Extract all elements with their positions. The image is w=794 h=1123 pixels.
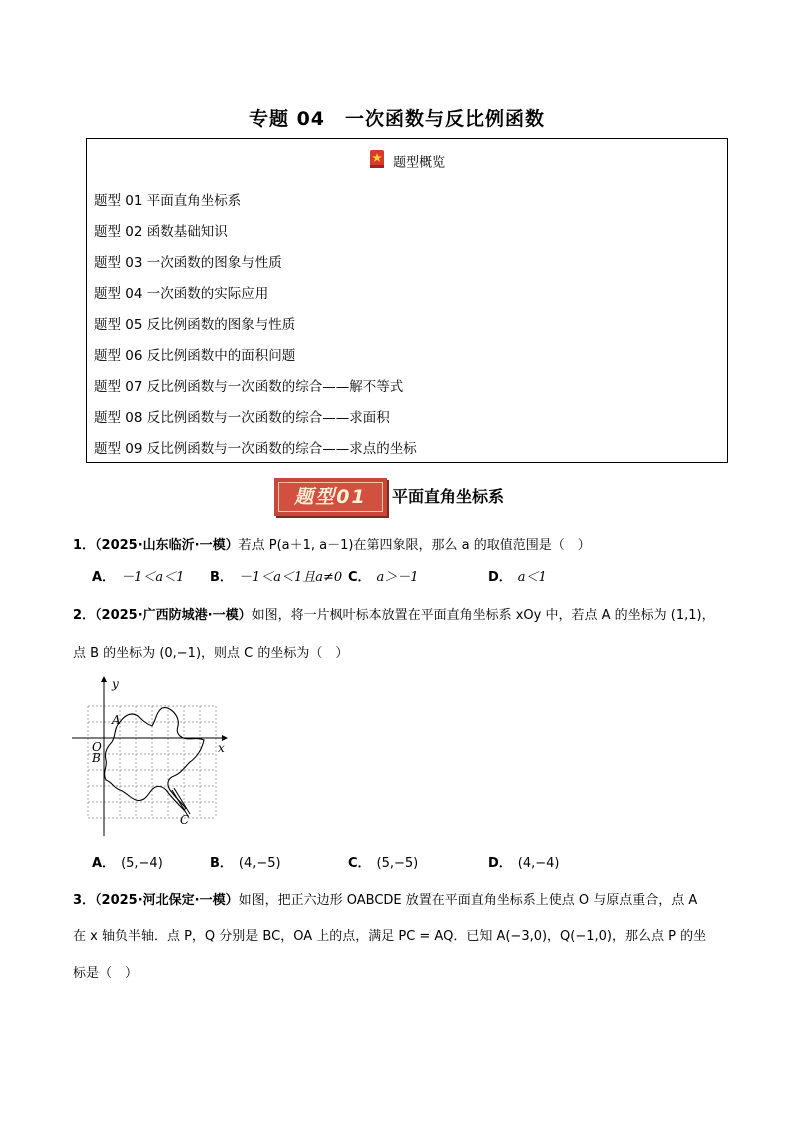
overview-item: 题型 04 一次函数的实际应用 — [94, 286, 269, 302]
origin-label: O — [92, 740, 102, 754]
option-text: (5,−5) — [376, 856, 419, 871]
option-label: C． — [348, 570, 371, 585]
option-label: D． — [488, 570, 512, 585]
overview-item: 题型 07 反比例函数与一次函数的综合——解不等式 — [94, 379, 404, 395]
question-number: 2． — [73, 608, 96, 623]
option-text: －1＜a＜1 — [121, 570, 185, 585]
axis-y-label: y — [112, 677, 119, 691]
question-text: 如图，将一片枫叶标本放置在平面直角坐标系 xOy 中，若点 A 的坐标为 (1,1)， — [251, 608, 715, 623]
option-label: B． — [210, 570, 233, 585]
option-b[interactable] — [210, 566, 342, 585]
option-text: (4,−4) — [517, 856, 560, 871]
book-icon — [369, 149, 385, 173]
option-label: D． — [488, 856, 512, 871]
option-label: B． — [210, 856, 233, 871]
question-number: 3． — [73, 893, 96, 908]
option-text: a＞－1 — [376, 570, 419, 585]
page-title: 专题 04 一次函数与反比例函数 — [248, 108, 546, 130]
question-source: （2025·山东临沂·一模） — [95, 538, 239, 553]
point-a-label: A — [112, 713, 121, 727]
question-text: 如图，把正六边形 OABCDE 放置在平面直角坐标系上使点 O 与原点重合，点 A — [238, 893, 698, 908]
question-2 — [73, 604, 715, 623]
option-b[interactable] — [210, 852, 281, 871]
option-c[interactable] — [348, 852, 418, 871]
overview-heading — [87, 149, 727, 173]
option-label: C． — [348, 856, 371, 871]
overview-item: 题型 08 反比例函数与一次函数的综合——求面积 — [94, 410, 390, 426]
overview-box — [86, 138, 728, 463]
overview-item: 题型 05 反比例函数的图象与性质 — [94, 317, 296, 333]
question-3-line-2: 在 x 轴负半轴．点 P，Q 分别是 BC，OA 上的点，满足 PC = AQ．已知 A(−3,0)，Q(−1,0)，那么点 P 的坐 — [73, 929, 707, 944]
question-source: （2025·广西防城港·一模） — [95, 608, 252, 623]
question-number: 1． — [73, 538, 96, 553]
overview-item: 题型 02 函数基础知识 — [94, 224, 228, 240]
option-text: a＜1 — [517, 570, 547, 585]
option-label: A． — [92, 856, 116, 871]
option-text: －1＜a＜1且a≠0 — [238, 570, 343, 585]
point-c-label: C — [180, 813, 190, 827]
overview-item: 题型 06 反比例函数中的面积问题 — [94, 348, 296, 364]
question-3-line-3: 标是（ ） — [73, 966, 139, 981]
overview-heading-text: 题型概览 — [393, 155, 446, 171]
question-source: （2025·河北保定·一模） — [95, 893, 239, 908]
axis-x-label: x — [218, 741, 225, 755]
option-a[interactable] — [92, 852, 163, 871]
option-text: (5,−4) — [121, 856, 163, 871]
option-a[interactable] — [92, 566, 184, 585]
option-d[interactable] — [488, 852, 560, 871]
option-d[interactable] — [488, 566, 547, 585]
point-b-label: B — [92, 751, 101, 765]
overview-item: 题型 03 一次函数的图象与性质 — [94, 255, 282, 271]
section-title: 平面直角坐标系 — [392, 487, 505, 506]
question-1 — [73, 534, 591, 553]
section-banner — [274, 478, 387, 516]
overview-item: 题型 09 反比例函数与一次函数的综合——求点的坐标 — [94, 441, 417, 457]
question-text: 若点 P(a＋1, a－1)在第四象限，那么 a 的取值范围是（ ） — [238, 538, 591, 553]
question-2-line-2: 点 B 的坐标为 (0,−1)，则点 C 的坐标为（ ） — [73, 646, 349, 661]
option-c[interactable] — [348, 566, 419, 585]
maple-leaf-figure — [72, 672, 232, 842]
question-3 — [73, 889, 697, 908]
option-text: (4,−5) — [238, 856, 281, 871]
section-banner-text: 题型01 — [278, 482, 383, 512]
overview-item: 题型 01 平面直角坐标系 — [94, 193, 242, 209]
option-label: A． — [92, 570, 116, 585]
